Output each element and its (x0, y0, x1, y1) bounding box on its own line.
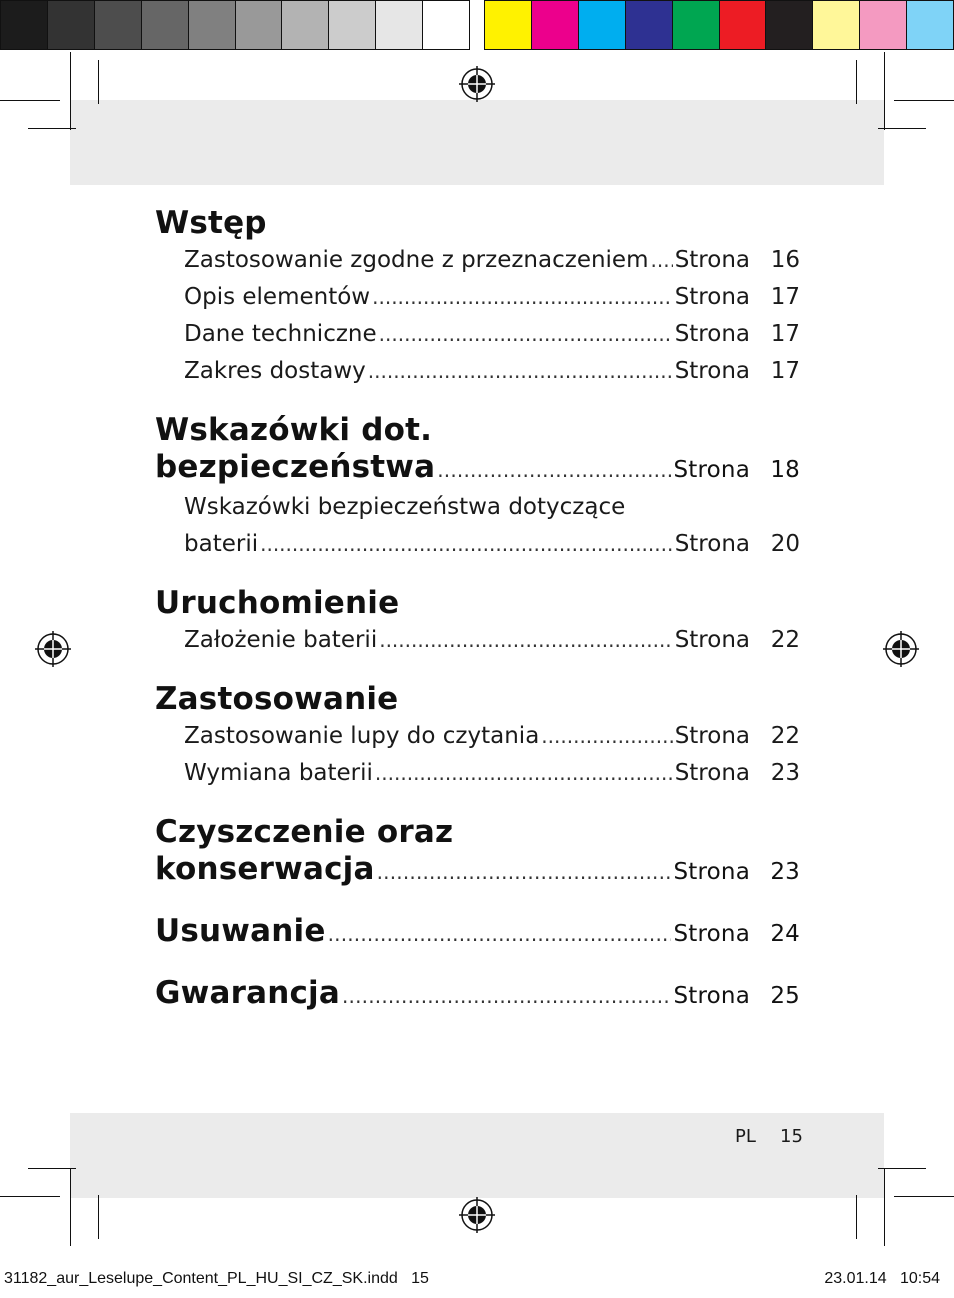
section-heading: konserwacja (155, 851, 375, 887)
leader-dots (651, 242, 673, 279)
toc-entry[interactable]: Założenie baterii ..... Strona 22 (184, 622, 800, 659)
section-heading: bezpieczeństwa (155, 449, 436, 485)
registration-mark-icon (459, 1197, 495, 1233)
table-of-contents (155, 205, 800, 1037)
color-swatch (673, 1, 720, 49)
page-number: 24 (770, 921, 800, 947)
section-heading: Uruchomienie (155, 585, 400, 621)
page-number: 25 (770, 983, 800, 1009)
crop-mark (878, 1168, 926, 1169)
section-heading: Wstęp (155, 205, 267, 241)
color-swatch (1, 1, 48, 49)
toc-section-zastosowanie (155, 681, 800, 792)
section-heading: Usuwanie (155, 913, 326, 949)
color-swatch (907, 1, 953, 49)
crop-mark (856, 60, 857, 104)
toc-entry[interactable]: konserwacja ..... Strona 23 (155, 851, 800, 891)
page-number: 18 (770, 457, 800, 483)
toc-entry[interactable]: Opis elementów ..... Strona 17 (184, 279, 800, 316)
grayscale-color-bar (0, 0, 470, 50)
section-heading: Zastosowanie (155, 681, 399, 717)
color-swatch (626, 1, 673, 49)
entry-label: Opis elementów (184, 284, 371, 310)
toc-entry[interactable]: Dane techniczne ..... Strona 17 (184, 316, 800, 353)
page-number: 17 (770, 321, 800, 347)
page-number: 22 (770, 627, 800, 653)
crop-mark (856, 1195, 857, 1239)
color-swatch (376, 1, 423, 49)
crop-mark (0, 1196, 60, 1197)
crop-mark (98, 1195, 99, 1239)
toc-entry[interactable]: Zastosowanie lupy do czytania ..... Strona 22 (184, 718, 800, 755)
footer-band (70, 1113, 884, 1198)
leader-dots (375, 755, 673, 792)
page-number: 20 (770, 531, 800, 557)
toc-section-wstep (155, 205, 800, 390)
page-number: 17 (770, 284, 800, 310)
entry-label: Założenie baterii (184, 627, 378, 653)
crop-mark (878, 128, 926, 129)
toc-section-czyszczenie (155, 814, 800, 891)
leader-dots (377, 854, 672, 891)
leader-dots (260, 526, 673, 563)
toc-entry[interactable]: Wymiana baterii ..... Strona 23 (184, 755, 800, 792)
color-swatch (282, 1, 329, 49)
color-swatch (48, 1, 95, 49)
entry-label: baterii (184, 531, 259, 557)
leader-dots (541, 718, 672, 755)
crop-mark (884, 1168, 885, 1246)
language-code: PL (735, 1126, 756, 1147)
entry-label: Wymiana baterii (184, 760, 373, 786)
crop-mark (70, 1168, 71, 1246)
registration-mark-icon (883, 631, 919, 667)
leader-dots (379, 622, 672, 659)
registration-mark-icon (35, 631, 71, 667)
leader-dots (437, 452, 671, 489)
page-number: 16 (770, 247, 800, 273)
crop-mark (0, 100, 60, 101)
toc-entry[interactable]: Zakres dostawy ..... Strona 17 (184, 353, 800, 390)
color-swatch (95, 1, 142, 49)
color-swatch (860, 1, 907, 49)
color-swatch (236, 1, 283, 49)
entry-label: Zakres dostawy (184, 358, 366, 384)
color-swatch (189, 1, 236, 49)
leader-dots (342, 978, 671, 1015)
crop-mark (98, 60, 99, 104)
crop-mark (28, 1168, 76, 1169)
entry-label: Dane techniczne (184, 321, 377, 347)
slug-timestamp: 23.01.14 10:54 (824, 1270, 940, 1287)
color-swatch (485, 1, 532, 49)
crop-mark (894, 100, 954, 101)
toc-section-wskazowki (155, 412, 800, 563)
color-swatch (329, 1, 376, 49)
page-number: 17 (770, 358, 800, 384)
toc-section-uruchomienie (155, 585, 800, 659)
crop-mark (884, 52, 885, 130)
section-heading: Czyszczenie oraz (155, 814, 454, 850)
color-swatch (142, 1, 189, 49)
color-swatch (579, 1, 626, 49)
toc-entry[interactable]: Usuwanie ..... Strona 24 (155, 913, 800, 953)
color-swatch (532, 1, 579, 49)
section-heading: Wskazówki dot. (155, 412, 433, 448)
crop-mark (894, 1196, 954, 1197)
entry-label: Zastosowanie zgodne z przeznaczeniem (184, 247, 649, 273)
toc-entry[interactable]: baterii ..... Strona 20 (184, 526, 800, 563)
page-number: 23 (770, 859, 800, 885)
leader-dots (328, 916, 672, 953)
color-swatch (720, 1, 767, 49)
color-swatch (813, 1, 860, 49)
crop-mark (70, 52, 71, 130)
toc-entry[interactable]: Zastosowanie zgodne z przeznaczeniem ..... Strona 16 (184, 242, 800, 279)
toc-entry[interactable]: Gwarancja ..... Strona 25 (155, 975, 800, 1015)
leader-dots (368, 353, 673, 390)
toc-entry[interactable]: bezpieczeństwa ..... Strona 18 (155, 449, 800, 489)
page-number: 22 (770, 723, 800, 749)
registration-mark-icon (459, 66, 495, 102)
leader-dots (372, 279, 673, 316)
header-band (70, 100, 884, 185)
leader-dots (379, 316, 673, 353)
slug-filename: 31182_aur_Leselupe_Content_PL_HU_SI_CZ_SK.indd 15 (4, 1270, 429, 1287)
section-heading: Gwarancja (155, 975, 340, 1011)
entry-label: Zastosowanie lupy do czytania (184, 723, 540, 749)
crop-mark (28, 128, 76, 129)
color-swatch (423, 1, 469, 49)
process-color-bar (484, 0, 954, 50)
toc-section-usuwanie (155, 913, 800, 953)
page-number-footer: 15 (780, 1126, 803, 1147)
entry-label: Wskazówki bezpieczeństwa dotyczące (184, 494, 626, 520)
toc-section-gwarancja (155, 975, 800, 1015)
page-number: 23 (770, 760, 800, 786)
color-swatch (766, 1, 813, 49)
